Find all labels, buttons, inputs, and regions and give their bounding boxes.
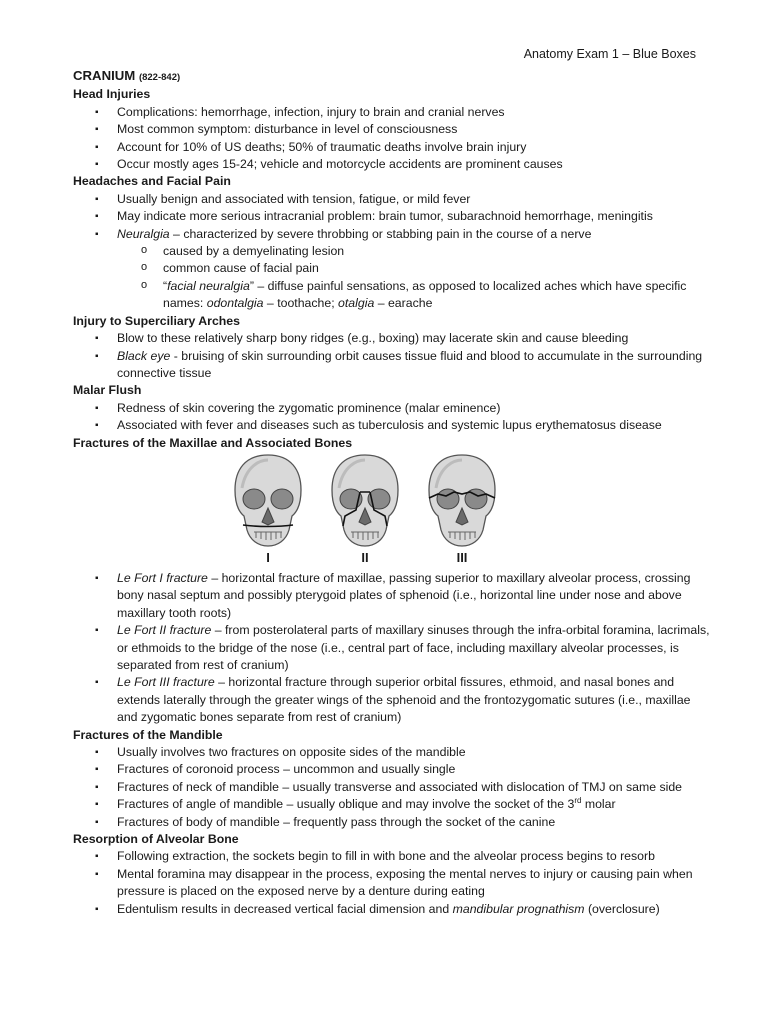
- list-head-injuries: [73, 104, 713, 174]
- section-title-cranium: [73, 67, 713, 86]
- heading-mandible-fractures: Fractures of the Mandible: [73, 727, 223, 742]
- sub-list-item: o caused by a demyelinating lesion: [163, 243, 713, 260]
- ordinal-suffix: rd: [574, 796, 582, 806]
- heading-superciliary: Injury to Superciliary Arches: [73, 313, 240, 328]
- list-item-angle: [117, 796, 713, 813]
- term-le-fort-1: Le Fort I fracture: [117, 570, 208, 585]
- le-fort-1-text: – horizontal fracture of maxillae, passing superior to maxillary alveolar process, crossing bony nasal septum and possibly pterygoid plates of sphenoid (i.e., horizontal line under nose and above maxillary tooth roots): [117, 570, 691, 620]
- facial-neuralgia-text: – diffuse painful sensations, as opposed to localized aches which have specific names:: [163, 278, 687, 311]
- edentulism-end: (overclosure): [584, 901, 660, 916]
- list-item: ▪ Fractures of body of mandible – frequently pass through the socket of the canine: [117, 814, 713, 831]
- edentulism-text: Edentulism results in decreased vertical facial dimension and: [117, 901, 453, 916]
- heading-malar-flush: Malar Flush: [73, 383, 142, 398]
- document-content: [73, 67, 713, 918]
- term-otalgia: otalgia: [338, 296, 375, 311]
- document-header: Anatomy Exam 1 – Blue Boxes: [523, 47, 696, 61]
- le-fort-3-text: – horizontal fracture through superior orbital fissures, ethmoid, and nasal bones and extends laterally through the greater wings of the sphenoid and the frontozygomatic sutures (i.e., maxillae and zygomatic bones separate from rest of cranium): [117, 675, 691, 725]
- otalgia-def: – earache: [374, 296, 433, 311]
- heading-alveolar-resorption: Resorption of Alveolar Bone: [73, 832, 239, 847]
- list-item: ▪ Associated with fever and diseases such as tuberculosis and systemic lupus erythematosus disease: [117, 417, 713, 434]
- le-fort-2-text: – from posterolateral parts of maxillary sinuses through the infra-orbital foramina, lacrimals, or ethmoids to the bridge of the nose (i.e., central part of face, including maxillary alveolar processes, is separated from rest of cranium): [117, 623, 710, 672]
- list-item: ▪ Usually involves two fractures on opposite sides of the mandible: [117, 744, 713, 761]
- list-item: ▪ Redness of skin covering the zygomatic prominence (malar eminence): [117, 400, 713, 417]
- heading-head-injuries: Head Injuries: [73, 87, 151, 102]
- list-item-neuralgia: [117, 226, 713, 313]
- black-eye-text: - bruising of skin surrounding orbit causes tissue fluid and blood to accumulate in the surrounding connective tissue: [117, 348, 703, 380]
- heading-headaches: Headaches and Facial Pain: [73, 174, 231, 189]
- angle-text: Fractures of angle of mandible – usually oblique and may involve the socket of the 3: [117, 797, 575, 812]
- term-black-eye: Black eye: [117, 348, 171, 363]
- list-item-edentulism: [117, 901, 713, 918]
- sub-list-item-facial-neuralgia: [163, 278, 713, 313]
- skull-le-fort-1-image: [230, 452, 306, 548]
- figure-label-iii: III: [456, 549, 468, 565]
- angle-end: molar: [581, 797, 616, 812]
- quote-close: ”: [249, 278, 254, 293]
- list-item: ▪ Most common symptom: disturbance in level of consciousness: [117, 121, 713, 138]
- list-item: ▪ Usually benign and associated with tension, fatigue, or mild fever: [117, 191, 713, 208]
- term-le-fort-2: Le Fort II fracture: [117, 623, 212, 638]
- list-headaches: [73, 191, 713, 313]
- list-item: ▪ Mental foramina may disappear in the process, exposing the mental nerves to injury or causing pain when pressure is placed on the exposed nerve by a denture during eating: [117, 866, 713, 901]
- list-malar-flush: [73, 400, 713, 435]
- term-odontalgia: odontalgia: [206, 296, 264, 311]
- term-mandibular-prognathism: mandibular prognathism: [452, 901, 585, 916]
- list-item-le-fort-3: [117, 674, 713, 726]
- list-item-black-eye: [117, 348, 713, 383]
- list-alveolar: [73, 848, 713, 918]
- list-item: ▪ Blow to these relatively sharp bony ridges (e.g., boxing) may lacerate skin and cause bleeding: [117, 330, 713, 347]
- odontalgia-def: – toothache;: [263, 296, 339, 311]
- figure-label-i: I: [266, 549, 270, 565]
- list-item: ▪ Fractures of neck of mandible – usually transverse and associated with dislocation of TMJ on same side: [117, 779, 713, 796]
- term-neuralgia: Neuralgia: [117, 226, 170, 241]
- quote-open: “: [163, 278, 168, 293]
- list-mandible: [73, 744, 713, 831]
- list-item: ▪ Account for 10% of US deaths; 50% of traumatic deaths involve brain injury: [117, 139, 713, 156]
- list-item: ▪ May indicate more serious intracranial problem: brain tumor, subarachnoid hemorrhage, meningitis: [117, 208, 713, 225]
- cranium-page-range: (822-842): [138, 72, 181, 83]
- term-facial-neuralgia: facial neuralgia: [167, 278, 250, 293]
- le-fort-skulls-figure: [73, 452, 713, 570]
- figure-label-ii: II: [361, 549, 369, 565]
- list-item: ▪ Fractures of coronoid process – uncommon and usually single: [117, 761, 713, 778]
- list-item: ▪ Occur mostly ages 15-24; vehicle and motorcycle accidents are prominent causes: [117, 156, 713, 173]
- skull-le-fort-3-image: [424, 452, 500, 548]
- sub-list-item: o common cause of facial pain: [163, 260, 713, 277]
- list-item-le-fort-1: [117, 570, 713, 622]
- skull-le-fort-2-image: [327, 452, 403, 548]
- list-item: ▪ Complications: hemorrhage, infection, injury to brain and cranial nerves: [117, 104, 713, 121]
- list-item-le-fort-2: [117, 622, 713, 674]
- list-superciliary: [73, 330, 713, 382]
- sublist-neuralgia: [117, 243, 713, 313]
- neuralgia-text: – characterized by severe throbbing or stabbing pain in the course of a nerve: [169, 226, 592, 241]
- cranium-title: CRANIUM: [73, 68, 136, 83]
- term-le-fort-3: Le Fort III fracture: [117, 675, 215, 690]
- list-le-fort: [73, 570, 713, 727]
- list-item: ▪ Following extraction, the sockets begin to fill in with bone and the alveolar process begins to resorb: [117, 848, 713, 865]
- heading-maxillae-fractures: Fractures of the Maxillae and Associated Bones: [73, 435, 353, 450]
